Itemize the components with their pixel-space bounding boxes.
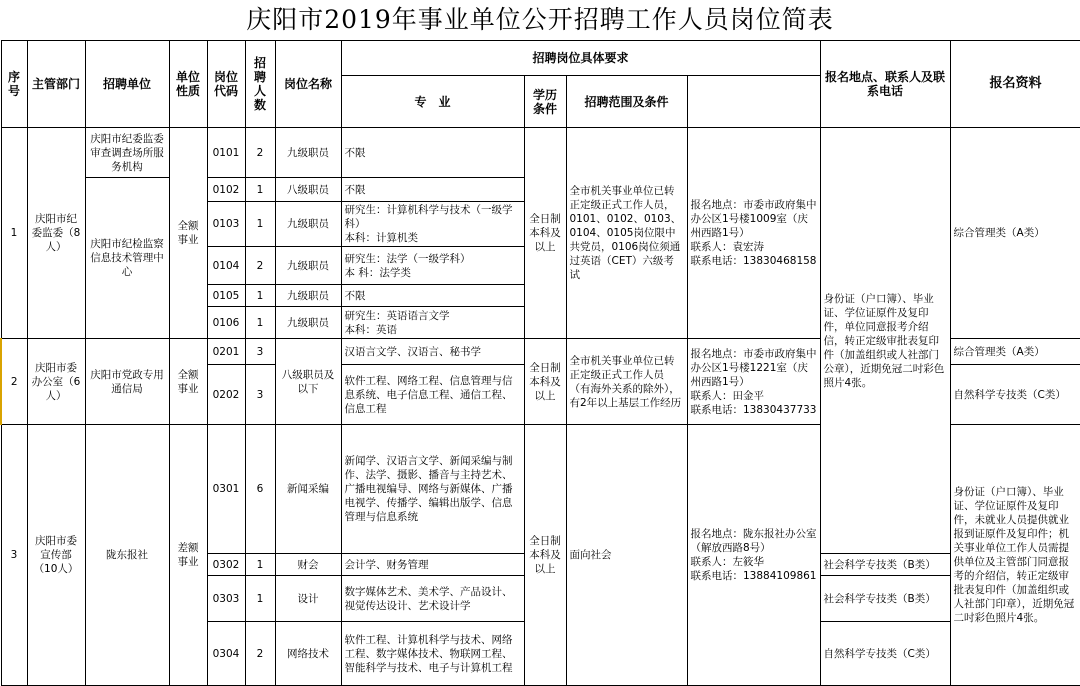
nature-cell: 差额事业 [169,425,207,686]
docs-cell: 身份证（户口簿）、毕业证、学位证原件及复印件，未就业人员提供就业报到证原件及复印件；机关事业单位工作人员需提供单位及主管部门同意报考的介绍信，转正定级审批表复印件（加盖组织或人社部门印章），近期免冠二吋彩色照片4张。 [950,425,1080,686]
major-cell: 不限 [341,285,524,307]
unit-cell: 陇东报社 [85,425,169,686]
count-cell: 2 [245,128,275,178]
position-cell: 九级职员 [275,307,341,339]
header-major: 专 业 [341,76,524,128]
header-seq: 序号 [1,41,27,128]
header-scope: 招聘范围及条件 [566,76,687,128]
edu-cell: 全日制本科及以上 [524,128,566,339]
header-edu: 学历条件 [524,76,566,128]
position-cell: 八级职员及以下 [275,339,341,425]
count-cell: 1 [245,178,275,202]
code-cell: 0105 [207,285,245,307]
header-unit: 招聘单位 [85,41,169,128]
code-cell: 0201 [207,339,245,365]
page-title: 庆阳市2019年事业单位公开招聘工作人员岗位简表 [246,5,834,34]
code-cell: 0102 [207,178,245,202]
seq-cell: 2 [1,339,27,425]
exam-cell: 自然科学专技类（C类） [820,622,950,686]
dept-cell: 庆阳市委办公室（6人） [27,339,85,425]
exam-cell: 自然科学专技类（C类） [950,365,1080,425]
count-cell: 1 [245,307,275,339]
count-cell: 1 [245,576,275,622]
major-cell: 会计学、财务管理 [341,554,524,576]
count-cell: 2 [245,622,275,686]
code-cell: 0104 [207,247,245,285]
count-cell: 1 [245,554,275,576]
contact-cell: 报名地点：陇东报社办公室（解放西路8号） 联系人：左筱华 联系电话：13884109861 [687,425,820,686]
code-cell: 0302 [207,554,245,576]
code-cell: 0106 [207,307,245,339]
major-cell: 不限 [341,178,524,202]
count-cell: 1 [245,202,275,247]
major-cell: 软件工程、网络工程、信息管理与信息系统、电子信息工程、通信工程、信息工程 [341,365,524,425]
nature-cell: 全额事业 [169,128,207,339]
edu-cell: 全日制本科及以上 [524,339,566,425]
dept-cell: 庆阳市纪委监委（8人） [27,128,85,339]
exam-cell: 社会科学专技类（B类） [820,554,950,576]
position-cell: 九级职员 [275,247,341,285]
header-dept: 主管部门 [27,41,85,128]
major-cell: 汉语言文学、汉语言、秘书学 [341,339,524,365]
position-cell: 设计 [275,576,341,622]
header-contact: 报名地点、联系人及联系电话 [820,41,950,128]
position-cell: 九级职员 [275,202,341,247]
exam-cell: 综合管理类（A类） [950,128,1080,339]
position-table [0,40,1080,686]
major-cell: 研究生：计算机科学与技术（一级学科） 本科：计算机类 [341,202,524,247]
exam-cell: 社会科学专技类（B类） [820,576,950,622]
header-docs: 报名资料 [950,41,1080,128]
scope-cell: 面向社会 [566,425,687,686]
major-cell: 新闻学、汉语言文学、新闻采编与制作、法学、摄影、播音与主持艺术、广播电视编导、网络与新媒体、广播电视学、传播学、编辑出版学、信息管理与信息系统 [341,425,524,554]
exam-cell: 综合管理类（A类） [950,339,1080,365]
contact-cell: 报名地点：市委市政府集中办公区1号楼1221室（庆州西路1号） 联系人：田金平 联系电话：13830437733 [687,339,820,425]
table-row [1,128,1080,178]
docs-cell: 身份证（户口簿）、毕业证、学位证原件及复印件，单位同意报考介绍信，转正定级审批表复印件（加盖组织或人社部门公章），近期免冠二吋彩色照片4张。 [820,128,950,554]
code-cell: 0202 [207,365,245,425]
position-cell: 新闻采编 [275,425,341,554]
nature-cell: 全额事业 [169,339,207,425]
scope-cell: 全市机关事业单位已转正定级正式工作人员，0101、0102、0103、0104、0105岗位限中共党员，0106岗位须通过英语（CET）六级考试 [566,128,687,339]
position-cell: 九级职员 [275,128,341,178]
code-cell: 0303 [207,576,245,622]
unit-cell: 庆阳市党政专用通信局 [85,339,169,425]
code-cell: 0101 [207,128,245,178]
unit-cell: 庆阳市纪委监委审查调查场所服务机构 [85,128,169,178]
major-cell: 软件工程、计算机科学与技术、网络工程、数字媒体技术、物联网工程、智能科学与技术、电子与计算机工程 [341,622,524,686]
seq-cell: 3 [1,425,27,686]
unit-cell: 庆阳市纪检监察信息技术管理中心 [85,178,169,339]
position-cell: 八级职员 [275,178,341,202]
seq-cell: 1 [1,128,27,339]
major-cell: 数字媒体艺术、美术学、产品设计、视觉传达设计、艺术设计学 [341,576,524,622]
header-requirements: 招聘岗位具体要求 [341,41,820,76]
contact-cell: 报名地点：市委市政府集中办公区1号楼1009室（庆州西路1号） 联系人：袁宏涛 联系电话：13830468158 [687,128,820,339]
count-cell: 3 [245,365,275,425]
header-position: 岗位名称 [275,41,341,128]
header-nature: 单位性质 [169,41,207,128]
count-cell: 2 [245,247,275,285]
code-cell: 0304 [207,622,245,686]
position-cell: 网络技术 [275,622,341,686]
major-cell: 不限 [341,128,524,178]
dept-cell: 庆阳市委宣传部（10人） [27,425,85,686]
header-code: 岗位代码 [207,41,245,128]
code-cell: 0103 [207,202,245,247]
position-cell: 财会 [275,554,341,576]
code-cell: 0301 [207,425,245,554]
count-cell: 3 [245,339,275,365]
major-cell: 研究生：英语语言文学 本科：英语 [341,307,524,339]
position-cell: 九级职员 [275,285,341,307]
major-cell: 研究生：法学（一级学科） 本 科：法学类 [341,247,524,285]
header-count: 招聘人数 [245,41,275,128]
count-cell: 6 [245,425,275,554]
scope-cell: 全市机关事业单位已转正定级正式工作人员（有海外关系的除外），有2年以上基层工作经历 [566,339,687,425]
count-cell: 1 [245,285,275,307]
edu-cell: 全日制本科及以上 [524,425,566,686]
